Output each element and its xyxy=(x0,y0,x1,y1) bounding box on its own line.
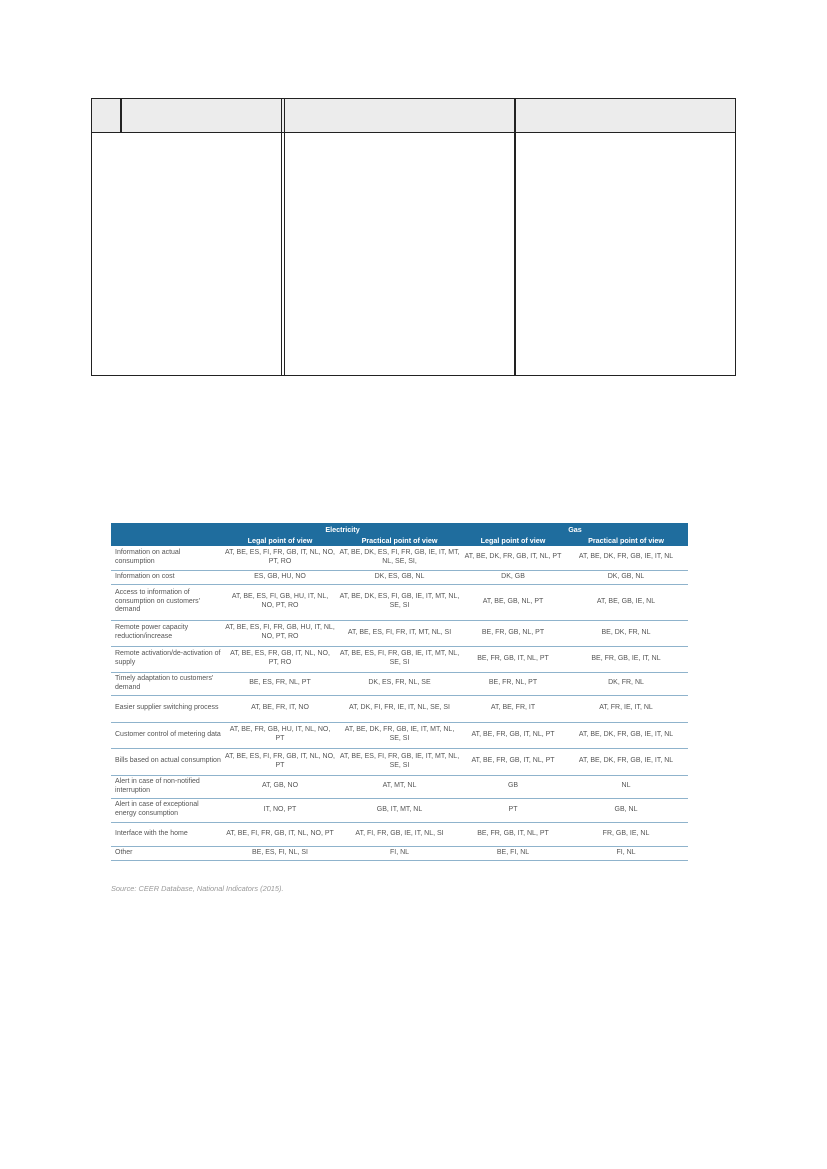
table-row xyxy=(111,570,688,584)
table-cell: DK, GB, NL xyxy=(564,570,688,584)
row-label: Other xyxy=(111,846,223,860)
table-cell: AT, BE, DK, FR, GB, IE, IT, NL xyxy=(564,546,688,570)
table-cell: AT, BE, DK, FR, GB, IT, NL, PT xyxy=(462,546,564,570)
table-cell: FI, NL xyxy=(564,846,688,860)
grid-divider xyxy=(284,99,285,375)
table-row xyxy=(111,584,688,620)
table-cell: AT, BE, ES, FI, FR, GB, IT, NL, NO, PT xyxy=(223,748,337,775)
table-source-note: Source: CEER Database, National Indicators (2015). xyxy=(111,884,284,893)
subheader-gas-legal: Legal point of view xyxy=(462,535,564,546)
table-cell: IT, NO, PT xyxy=(223,798,337,822)
row-label: Remote activation/de-activation of supply xyxy=(111,646,223,672)
table-cell: AT, BE, FR, IT xyxy=(462,695,564,722)
grid-divider xyxy=(514,99,516,375)
table-cell: AT, BE, ES, FI, FR, GB, IE, IT, MT, NL, SE, SI xyxy=(337,748,462,775)
header-group-row xyxy=(111,523,688,535)
row-label: Alert in case of exceptional energy consumption xyxy=(111,798,223,822)
table-cell: BE, DK, FR, NL xyxy=(564,620,688,646)
table-cell: BE, FR, GB, IE, IT, NL xyxy=(564,646,688,672)
table-cell: AT, BE, ES, FI, GB, HU, IT, NL, NO, PT, RO xyxy=(223,584,337,620)
table-cell: AT, BE, DK, FR, GB, IE, IT, NL xyxy=(564,748,688,775)
table-row xyxy=(111,798,688,822)
grid-divider xyxy=(120,99,122,132)
table-cell: AT, BE, FR, GB, HU, IT, NL, NO, PT xyxy=(223,722,337,748)
table-cell: DK, ES, FR, NL, SE xyxy=(337,672,462,695)
table-cell: AT, BE, ES, FI, FR, IT, MT, NL, SI xyxy=(337,620,462,646)
table-cell: AT, BE, DK, ES, FI, GB, IE, IT, MT, NL, SE, SI xyxy=(337,584,462,620)
table-row xyxy=(111,822,688,846)
table-cell: BE, ES, FI, NL, SI xyxy=(223,846,337,860)
empty-table-grid xyxy=(91,98,736,376)
subheader-electricity-practical: Practical point of view xyxy=(337,535,462,546)
table-cell: AT, BE, ES, FI, FR, GB, IE, IT, MT, NL, SE, SI xyxy=(337,646,462,672)
smart-metering-functions-table xyxy=(111,523,688,861)
header-blank xyxy=(111,523,223,535)
subheader-gas-practical: Practical point of view xyxy=(564,535,688,546)
table-cell: AT, DK, FI, FR, IE, IT, NL, SE, SI xyxy=(337,695,462,722)
row-label: Information on actual consumption xyxy=(111,546,223,570)
table-row xyxy=(111,646,688,672)
table-cell: NL xyxy=(564,775,688,798)
empty-table-header-row xyxy=(92,99,735,133)
table-cell: AT, BE, ES, FI, FR, GB, HU, IT, NL, NO, PT, RO xyxy=(223,620,337,646)
subheader-electricity-legal: Legal point of view xyxy=(223,535,337,546)
table-cell: AT, MT, NL xyxy=(337,775,462,798)
table-cell: PT xyxy=(462,798,564,822)
table-row xyxy=(111,748,688,775)
table-row xyxy=(111,546,688,570)
subheader-blank xyxy=(111,535,223,546)
table-cell: DK, GB xyxy=(462,570,564,584)
table-cell: ES, GB, HU, NO xyxy=(223,570,337,584)
table-row xyxy=(111,722,688,748)
row-label: Information on cost xyxy=(111,570,223,584)
table-cell: AT, BE, FR, GB, IT, NL, PT xyxy=(462,722,564,748)
table-cell: AT, BE, DK, FR, GB, IE, IT, NL xyxy=(564,722,688,748)
table-cell: GB, NL xyxy=(564,798,688,822)
table-cell: AT, BE, FI, FR, GB, IT, NL, NO, PT xyxy=(223,822,337,846)
table-row xyxy=(111,695,688,722)
row-label: Timely adaptation to customers' demand xyxy=(111,672,223,695)
row-label: Easier supplier switching process xyxy=(111,695,223,722)
table-cell: AT, BE, DK, FR, GB, IE, IT, MT, NL, SE, SI xyxy=(337,722,462,748)
table-cell: AT, GB, NO xyxy=(223,775,337,798)
header-gas: Gas xyxy=(462,523,688,535)
table-cell: AT, BE, ES, FI, FR, GB, IT, NL, NO, PT, RO xyxy=(223,546,337,570)
table-cell: GB xyxy=(462,775,564,798)
table-cell: GB, IT, MT, NL xyxy=(337,798,462,822)
table-cell: BE, FR, GB, NL, PT xyxy=(462,620,564,646)
table-row xyxy=(111,620,688,646)
table-cell: BE, ES, FR, NL, PT xyxy=(223,672,337,695)
table-cell: AT, FR, IE, IT, NL xyxy=(564,695,688,722)
table-cell: AT, BE, FR, GB, IT, NL, PT xyxy=(462,748,564,775)
table-row xyxy=(111,846,688,860)
table-cell: BE, FR, NL, PT xyxy=(462,672,564,695)
table-cell: FI, NL xyxy=(337,846,462,860)
table-cell: FR, GB, IE, NL xyxy=(564,822,688,846)
subheader-row xyxy=(111,535,688,546)
table-cell: BE, FI, NL xyxy=(462,846,564,860)
table-cell: BE, FR, GB, IT, NL, PT xyxy=(462,646,564,672)
table-cell: DK, FR, NL xyxy=(564,672,688,695)
table-cell: AT, BE, FR, IT, NO xyxy=(223,695,337,722)
table-cell: DK, ES, GB, NL xyxy=(337,570,462,584)
table-cell: AT, BE, GB, NL, PT xyxy=(462,584,564,620)
row-label: Remote power capacity reduction/increase xyxy=(111,620,223,646)
table-cell: AT, FI, FR, GB, IE, IT, NL, SI xyxy=(337,822,462,846)
table-cell: AT, BE, ES, FR, GB, IT, NL, NO, PT, RO xyxy=(223,646,337,672)
grid-divider xyxy=(281,99,282,375)
row-label: Customer control of metering data xyxy=(111,722,223,748)
table-cell: AT, BE, DK, ES, FI, FR, GB, IE, IT, MT, NL, SE, SI, xyxy=(337,546,462,570)
row-label: Alert in case of non-notified interruption xyxy=(111,775,223,798)
table-cell: BE, FR, GB, IT, NL, PT xyxy=(462,822,564,846)
table-row xyxy=(111,672,688,695)
table-row xyxy=(111,775,688,798)
header-electricity: Electricity xyxy=(223,523,462,535)
row-label: Interface with the home xyxy=(111,822,223,846)
row-label: Access to information of consumption on customers' demand xyxy=(111,584,223,620)
row-label: Bills based on actual consumption xyxy=(111,748,223,775)
table-cell: AT, BE, GB, IE, NL xyxy=(564,584,688,620)
